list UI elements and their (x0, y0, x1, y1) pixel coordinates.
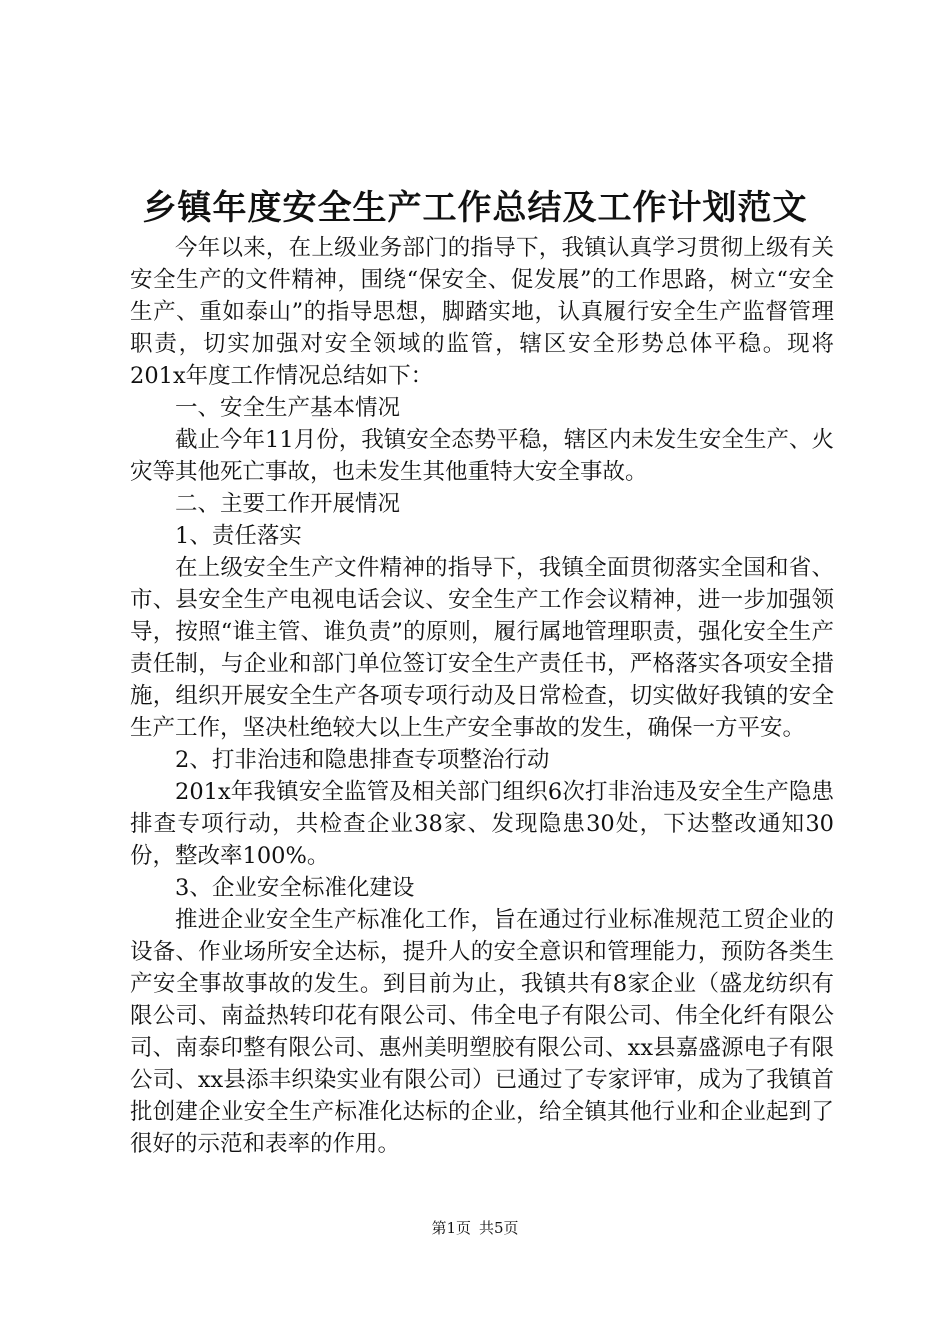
subsection-heading-2: 2、打非治违和隐患排查专项整治行动 (175, 747, 550, 773)
subsection-heading-1: 1、责任落实 (175, 523, 302, 549)
document-title: 乡镇年度安全生产工作总结及工作计划范文 (142, 188, 808, 228)
page-footer (0, 1216, 950, 1240)
intro-paragraph: 今年以来，在上级业务部门的指导下，我镇认真学习贯彻上级有关安全生产的文件精神，围绕“保安全、促发展”的工作思路，树立“安全生产、重如泰山”的指导思想，脚踏实地，认真履行安全生产监督管理职责，切实加强对安全领域的监管，辖区安全形势总体平稳。现将201x年度工作情况总结如下： (130, 235, 834, 389)
document-body (130, 232, 834, 1160)
section-heading-1: 一、安全生产基本情况 (175, 395, 401, 421)
page-number-total: 共5页 (479, 1219, 519, 1237)
subsection-3-paragraph: 推进企业安全生产标准化工作，旨在通过行业标准规范工贸企业的设备、作业场所安全达标，提升人的安全意识和管理能力，预防各类生产安全事故事故的发生。到目前为止，我镇共有8家企业（盛龙纺织有限公司、南益热转印花有限公司、伟全电子有限公司、伟全化纤有限公司、南泰印整有限公司、惠州美明塑胶有限公司、xx县嘉盛源电子有限公司、xx县添丰织染实业有限公司）已通过了专家评审，成为了我镇首批创建企业安全生产标准化达标的企业，给全镇其他行业和企业起到了很好的示范和表率的作用。 (130, 907, 834, 1157)
subsection-2-paragraph: 201x年我镇安全监管及相关部门组织6次打非治违及安全生产隐患排查专项行动，共检查企业38家、发现隐患30处，下达整改通知30份，整改率100%。 (130, 779, 834, 869)
section-heading-2: 二、主要工作开展情况 (175, 491, 401, 517)
subsection-heading-3: 3、企业安全标准化建设 (175, 875, 415, 901)
page-number-current: 第1页 (431, 1219, 471, 1237)
section-1-paragraph: 截止今年11月份，我镇安全态势平稳，辖区内未发生安全生产、火灾等其他死亡事故，也未发生其他重特大安全事故。 (130, 427, 834, 485)
subsection-1-paragraph: 在上级安全生产文件精神的指导下，我镇全面贯彻落实全国和省、市、县安全生产电视电话会议、安全生产工作会议精神，进一步加强领导，按照“谁主管、谁负责”的原则，履行属地管理职责，强化安全生产责任制，与企业和部门单位签订安全生产责任书，严格落实各项安全措施，组织开展安全生产各项专项行动及日常检查，切实做好我镇的安全生产工作，坚决杜绝较大以上生产安全事故的发生，确保一方平安。 (130, 555, 834, 741)
